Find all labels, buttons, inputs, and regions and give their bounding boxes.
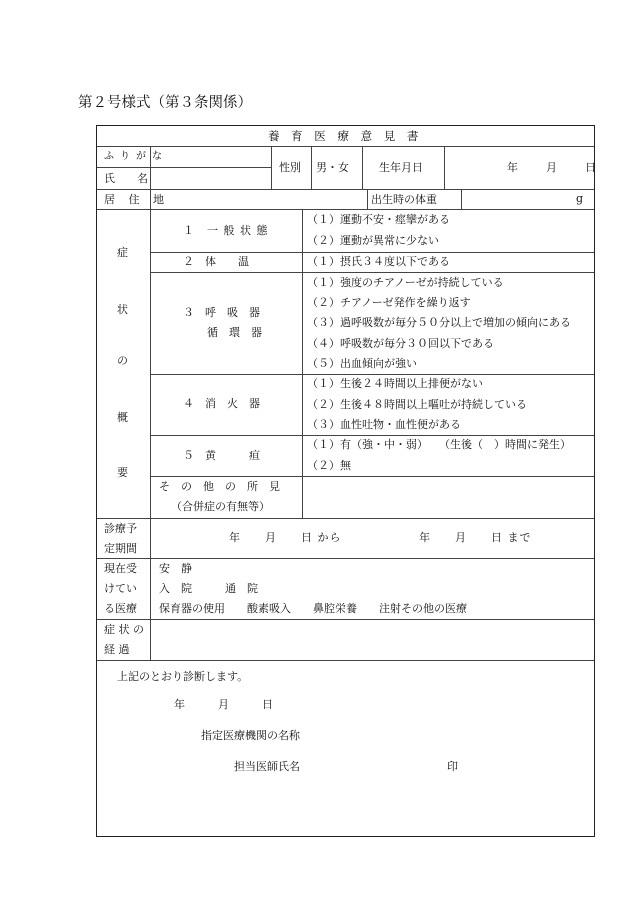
rule-cat4 — [150, 435, 594, 436]
treatment-options[interactable]: 保育器の使用 酸素吸入 鼻腔栄養 注射その他の医療 — [159, 602, 467, 615]
rule-cat5 — [150, 476, 594, 477]
institution-name-label: 指定医療機関の名称 — [201, 729, 300, 742]
address-label: 居 住 地 — [104, 193, 169, 206]
diagnosis-statement: 上記のとおり診断します。 — [117, 670, 249, 683]
category-temperature: ２ 体 温 — [183, 255, 249, 268]
respiratory-item-5: （５）出血傾向が強い — [307, 357, 417, 370]
rule-cat2 — [150, 272, 594, 273]
form-number: 第２号様式（第３条関係） — [78, 95, 252, 111]
course-label-1: 症 状 の — [104, 623, 144, 636]
rule-symptoms-end — [97, 518, 594, 519]
course-label-2: 経 過 — [104, 643, 130, 656]
temperature-item-1: （１）摂氏３４度以下である — [307, 255, 450, 268]
category-digestive: ４ 消 火 器 — [183, 397, 260, 410]
digestive-item-2: （２）生後４８時間以上嘔吐が持続している — [307, 398, 527, 411]
rule-cat1 — [150, 252, 594, 253]
seal-mark: 印 — [447, 760, 458, 773]
symptom-char-1: 症 — [117, 246, 128, 259]
treatment-admission[interactable]: 入 院 通 院 — [159, 582, 258, 595]
rule-cat3 — [150, 374, 594, 375]
birth-weight-label: 出生時の体重 — [371, 193, 437, 206]
category-general: １ 一 般 状 態 — [183, 224, 269, 237]
sex-label: 性別 — [279, 161, 301, 174]
rule-name — [97, 189, 594, 190]
other-findings-sub: （合併症の有無等） — [171, 500, 270, 513]
rule-address — [97, 209, 594, 210]
period-label-1: 診療予 — [104, 522, 137, 535]
furigana-label: ふりがな — [104, 151, 168, 162]
opinion-form — [96, 125, 598, 837]
respiratory-item-4: （４）呼吸数が毎分３０回以下である — [307, 337, 494, 350]
sex-options[interactable]: 男・女 — [316, 161, 349, 174]
rule-title — [97, 146, 594, 147]
digestive-item-3: （３）血性吐物・血性便がある — [307, 418, 461, 431]
rule-weight-right — [461, 189, 462, 209]
rule-sex-right — [311, 146, 312, 189]
rule-sex-left — [271, 146, 272, 189]
rule-symptom-items — [302, 209, 303, 518]
name-label: 氏 名 — [104, 172, 148, 185]
rule-treatment-end — [97, 619, 594, 620]
category-respiratory: ３ 呼 吸 器 — [183, 306, 260, 319]
treatment-label-2: けてい — [104, 582, 137, 595]
symptom-char-2: 状 — [117, 303, 128, 316]
treatment-label-3: る医療 — [104, 602, 137, 615]
category-circulatory: 循 環 器 — [207, 326, 262, 339]
rule-course-end — [97, 660, 594, 661]
rule-label-col-lower — [150, 518, 151, 660]
period-from[interactable]: 年 月 日 から — [229, 531, 342, 544]
birth-weight-unit: g — [576, 192, 584, 205]
document-title: 養 育 医 療 意 見 書 — [268, 129, 423, 143]
category-jaundice: ５ 黄 疸 — [183, 449, 260, 462]
jaundice-item-1: （１）有（強・中・弱） （生後（ ）時間に発生） — [307, 438, 571, 451]
other-findings-label: そ の 他 の 所 見 — [159, 480, 280, 493]
symptom-char-5: 要 — [117, 466, 128, 479]
rule-sexopt-right — [362, 146, 363, 189]
respiratory-item-3: （３）過呼吸数が毎分５０分以上で増加の傾向にある — [307, 316, 571, 329]
jaundice-item-2: （２）無 — [307, 459, 351, 472]
diagnosis-date[interactable]: 年 月 日 — [174, 698, 273, 711]
respiratory-item-1: （１）強度のチアノーゼが持続している — [307, 276, 504, 289]
symptom-char-4: 概 — [117, 411, 128, 424]
symptom-char-3: の — [117, 354, 128, 367]
rule-furigana — [97, 167, 271, 168]
rule-symptom-col — [150, 209, 151, 518]
birth-date-value[interactable]: 年 月 日 — [507, 161, 598, 174]
digestive-item-1: （１）生後２４時間以上排便がない — [307, 377, 483, 390]
birth-date-label: 生年月日 — [379, 161, 423, 174]
doctor-name-label: 担当医師氏名 — [234, 760, 300, 773]
period-to[interactable]: 年 月 日 まで — [419, 531, 532, 544]
period-label-2: 定期間 — [104, 542, 137, 555]
respiratory-item-2: （２）チアノーゼ発作を繰り返す — [307, 296, 471, 309]
treatment-rest[interactable]: 安 静 — [159, 562, 192, 575]
general-item-1: （１）運動不安・痙攣がある — [307, 213, 450, 226]
rule-period-end — [97, 558, 594, 559]
treatment-label-1: 現在受 — [104, 562, 137, 575]
rule-birth-right — [444, 146, 445, 189]
rule-weight-left — [367, 189, 368, 209]
general-item-2: （２）運動が異常に少ない — [307, 234, 439, 247]
